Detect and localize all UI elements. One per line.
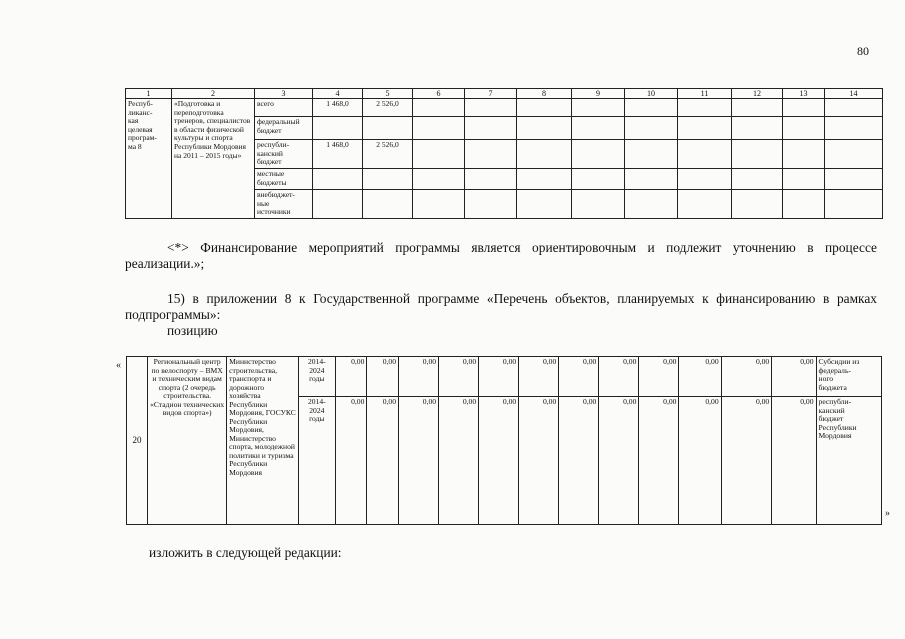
value-cell: 0,00 xyxy=(519,357,559,397)
value-cell: 0,00 xyxy=(559,397,599,525)
value-cell: 1 468,0 xyxy=(313,140,363,169)
value-cell: 2 526,0 xyxy=(363,140,413,169)
row-number: 20 xyxy=(127,357,148,525)
value-cell xyxy=(363,190,413,219)
source-cell: всего xyxy=(255,99,313,117)
value-cell: 0,00 xyxy=(679,357,721,397)
header-cell: 11 xyxy=(678,89,732,99)
closing-paragraph: изложить в следующей редакции: xyxy=(149,545,342,560)
objects-table xyxy=(126,356,882,525)
source-cell: внебюджет- ные источники xyxy=(255,190,313,219)
value-cell: 0,00 xyxy=(335,357,367,397)
item-15-paragraph: 15) в приложении 8 к Государственной программе «Перечень объектов, планируемых к финансированию в рамках подпрограммы»: xyxy=(125,291,877,322)
financing-table xyxy=(125,88,883,219)
header-cell: 3 xyxy=(255,89,313,99)
value-cell xyxy=(313,169,363,190)
header-cell: 10 xyxy=(625,89,678,99)
header-cell: 2 xyxy=(172,89,255,99)
value-cell: 0,00 xyxy=(599,357,639,397)
program-type-cell: Респуб- ликанс- кая целевая програм- ма 8 xyxy=(126,99,172,219)
funding-source-cell: Субсидии из федераль- ного бюджета xyxy=(816,357,881,397)
value-cell: 0,00 xyxy=(335,397,367,525)
header-cell: 14 xyxy=(825,89,883,99)
value-cell: 0,00 xyxy=(679,397,721,525)
value-cell: 0,00 xyxy=(721,357,772,397)
customer-cell: Министерство строительства, транспорта и дорожного хозяйства Республики Мордовия, ГОСУКС Республики Мордовия, Министерство спорта, молодежной политики и туризма Республики Мордовия xyxy=(227,357,299,525)
value-cell: 1 468,0 xyxy=(313,99,363,117)
header-cell: 6 xyxy=(413,89,465,99)
header-cell: 4 xyxy=(313,89,363,99)
closing-quote: » xyxy=(885,508,890,519)
value-cell: 0,00 xyxy=(439,357,479,397)
source-cell: местные бюджеты xyxy=(255,169,313,190)
value-cell xyxy=(313,190,363,219)
value-cell: 2 526,0 xyxy=(363,99,413,117)
header-cell: 7 xyxy=(465,89,517,99)
source-cell: федеральный бюджет xyxy=(255,117,313,140)
value-cell: 0,00 xyxy=(399,397,439,525)
header-cell: 9 xyxy=(572,89,625,99)
value-cell: 0,00 xyxy=(639,357,679,397)
program-name-cell: «Подготовка и переподготовка тренеров, специалистов в области физической культуры и спорта Республики Мордовия на 2011 – 2015 годы» xyxy=(172,99,255,219)
value-cell: 0,00 xyxy=(721,397,772,525)
value-cell: 0,00 xyxy=(399,357,439,397)
header-cell: 13 xyxy=(783,89,825,99)
value-cell xyxy=(363,169,413,190)
value-cell xyxy=(363,117,413,140)
years-cell: 2014- 2024 годы xyxy=(298,357,335,397)
header-cell: 8 xyxy=(517,89,572,99)
source-cell: республи- канский бюджет xyxy=(255,140,313,169)
page-number: 80 xyxy=(857,44,869,58)
value-cell: 0,00 xyxy=(367,357,399,397)
position-word: позицию xyxy=(167,323,218,338)
table-row xyxy=(126,99,883,117)
value-cell: 0,00 xyxy=(772,357,816,397)
value-cell: 0,00 xyxy=(559,357,599,397)
object-name-cell: Региональный центр по велоспорту – ВМХ и техническим видам спорта (2 очередь строительства. «Стадион технических видов спорта») xyxy=(148,357,227,525)
funding-source-cell: республи- канский бюджет Республики Мордовия xyxy=(816,397,881,525)
header-cell: 12 xyxy=(732,89,783,99)
value-cell: 0,00 xyxy=(772,397,816,525)
value-cell: 0,00 xyxy=(367,397,399,525)
value-cell: 0,00 xyxy=(639,397,679,525)
header-row xyxy=(126,89,883,99)
value-cell: 0,00 xyxy=(599,397,639,525)
value-cell: 0,00 xyxy=(479,397,519,525)
years-cell: 2014- 2024 годы xyxy=(298,397,335,525)
value-cell xyxy=(313,117,363,140)
value-cell: 0,00 xyxy=(439,397,479,525)
footnote-paragraph: <*> Финансирование мероприятий программы является ориентировочным и подлежит уточнению в процессе реализации.»; xyxy=(125,240,877,271)
opening-quote: « xyxy=(116,360,121,371)
header-cell: 1 xyxy=(126,89,172,99)
value-cell: 0,00 xyxy=(519,397,559,525)
table-row xyxy=(127,357,882,397)
header-cell: 5 xyxy=(363,89,413,99)
value-cell: 0,00 xyxy=(479,357,519,397)
